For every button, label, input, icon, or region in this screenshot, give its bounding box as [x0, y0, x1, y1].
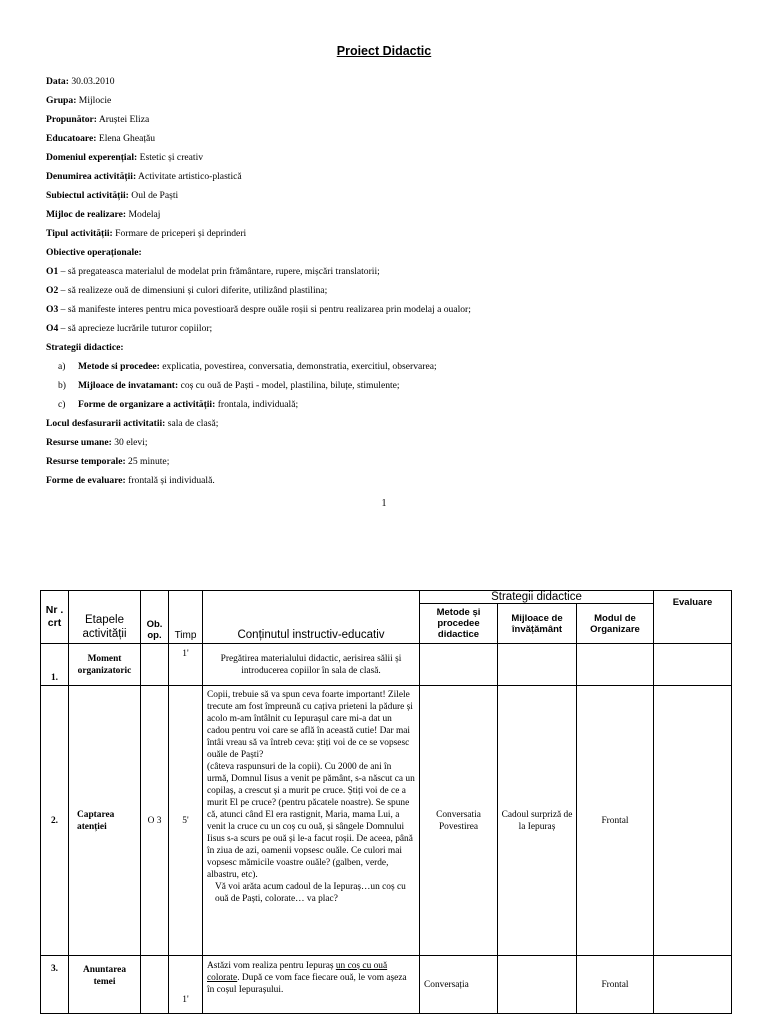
field-label: Locul desfasurarii activitatii: [46, 418, 166, 429]
field-value: 30.03.2010 [68, 76, 115, 87]
field-label: Resurse umane: [46, 437, 112, 448]
field-tip [46, 224, 736, 243]
table-row [41, 644, 732, 686]
strategy-label: Forme de organizare a activității: [78, 399, 216, 410]
row-evaluare [654, 956, 732, 1014]
header-strategii: Strategii didactice [420, 591, 654, 604]
field-label: Data: [46, 76, 69, 87]
field-label: Tipul activității: [46, 228, 113, 239]
row-ob [141, 644, 169, 686]
header-nr: Nr . crt [41, 591, 69, 644]
field-resurse-umane [46, 433, 736, 452]
field-value: frontală și individuală. [125, 475, 215, 486]
row-mijloace: Cadoul surpriză de la Iepuraș [498, 686, 577, 956]
field-label: Propunător: [46, 114, 97, 125]
field-label: Subiectul activității: [46, 190, 129, 201]
field-value: Mijlocie [76, 95, 112, 106]
row-timp: 1' [169, 644, 203, 686]
strategy-text: explicatia, povestirea, conversatia, demonstratia, exercitiul, observarea; [159, 361, 437, 372]
row-mijloace [498, 956, 577, 1014]
row-continut: Pregătirea materialului didactic, aerisirea sălii și introducerea copiilor în sala de clasă. [203, 644, 420, 686]
row-timp: 5' [169, 686, 203, 956]
row-timp: 1' [169, 956, 203, 1014]
header-timp: Timp [169, 591, 203, 644]
strategy-text: frontala, individuală; [215, 399, 299, 410]
table-row [41, 686, 732, 956]
field-value: Formare de priceperi și deprinderi [112, 228, 247, 239]
row-mijloace [498, 644, 577, 686]
field-label: Educatoare: [46, 133, 97, 144]
header-evaluare: Evaluare [654, 591, 732, 644]
row-etapa: Moment organizatoric [69, 644, 141, 686]
content-paragraph: Vă voi arăta acum cadoul de la Iepuraș…un coș cu ouă de Paști, colorate… va plac? [215, 882, 406, 904]
strategy-item [46, 395, 736, 414]
row-etapa: Anuntarea temei [69, 956, 141, 1014]
row-ob [141, 956, 169, 1014]
field-forme-evaluare [46, 471, 736, 490]
row-modul: Frontal [577, 956, 654, 1014]
objective-item [46, 319, 736, 338]
content-text: . După ce vom face fiecare ouă, le vom așeza în coșul Iepurașului. [207, 973, 407, 995]
row-nr: 1. [41, 644, 69, 686]
objective-item [46, 262, 736, 281]
field-mijloc [46, 205, 736, 224]
objective-code: O4 [46, 323, 59, 334]
field-data [46, 72, 736, 91]
row-nr: 2. [41, 686, 69, 956]
row-modul [577, 644, 654, 686]
content-paragraph: Copii, trebuie să va spun ceva foarte important! Zilele trecute am fost împreună cu cațiva prieteni la pădure și acolo m-am întâlnit cu Iepurașul care mi-a dat un cadou pentru voi care se află în această cutie! Dar mai întâi vreau să va întreb ceva: știți voi de ce se vopsesc ouăle de Paști? [207, 690, 413, 760]
row-evaluare [654, 644, 732, 686]
objective-text: – să aprecieze lucrările tuturor copiilor; [58, 323, 213, 334]
table-row [41, 956, 732, 1014]
field-value: Modelaj [126, 209, 161, 220]
field-value: 25 minute; [125, 456, 170, 467]
page-number: 1 [381, 498, 387, 509]
field-educatoare [46, 129, 736, 148]
list-marker: a) [58, 361, 66, 372]
table-header-row [41, 591, 732, 604]
list-marker: b) [58, 380, 66, 391]
field-label: Domeniul experențial: [46, 152, 138, 163]
field-value: 30 elevi; [111, 437, 148, 448]
objective-text: – să manifeste interes pentru mica povestioară despre ouăle roșii si pentru realizarea prin modelaj a oualor; [58, 304, 471, 315]
field-value: Elena Gheațău [96, 133, 156, 144]
header-modul: Modul de Organizare [577, 604, 654, 644]
lesson-details [46, 72, 736, 490]
objective-item [46, 281, 736, 300]
row-etapa: Captarea atenției [69, 686, 141, 956]
header-metode: Metode și procedee didactice [420, 604, 498, 644]
strategy-label: Mijloace de invatamant: [78, 380, 179, 391]
field-label: Denumirea activității: [46, 171, 137, 182]
field-grupa [46, 91, 736, 110]
content-paragraph: (câteva raspunsuri de la copii). Cu 2000 de ani în urmă, Domnul Iisus a venit pe pământ, s-a născut ca un copilaș, a crescut și a murit pe cruce. Știți voi de ce a murit El pe cruce? (pentru păcatele noastre). Se spune că, atunci când El era rastignit, Maria, mama Lui, a venit la cruce cu un coș cu ouă, și sângele Domnului Iisus s-a scurs pe ouă și le-a facut roșii. De aceea, până în ziua de azi, oamenii vopsesc ouăle. Ce culori mai vopsesc mămicile voastre ouăle? (galben, verde, albastru, etc). [207, 762, 415, 880]
row-continut [203, 686, 420, 956]
field-label: Resurse temporale: [46, 456, 126, 467]
objective-text: – să realizeze ouă de dimensiuni și culori diferite, utilizând plastilina; [58, 285, 328, 296]
field-value: Oul de Paști [128, 190, 179, 201]
field-label: Mijloc de realizare: [46, 209, 127, 220]
field-label: Grupa: [46, 95, 77, 106]
row-metode [420, 644, 498, 686]
row-ob: O 3 [141, 686, 169, 956]
header-ob: Ob. op. [141, 591, 169, 644]
row-continut [203, 956, 420, 1014]
header-mijloace: Mijloace de învățământ [498, 604, 577, 644]
row-modul: Frontal [577, 686, 654, 956]
list-marker: c) [58, 399, 66, 410]
objective-code: O1 [46, 266, 59, 277]
field-resurse-temporale [46, 452, 736, 471]
row-metode: Conversația [420, 956, 498, 1014]
strategy-label: Metode si procedee: [78, 361, 160, 372]
objective-item [46, 300, 736, 319]
strategy-item [46, 376, 736, 395]
field-value: sala de clasă; [165, 418, 219, 429]
objective-code: O2 [46, 285, 59, 296]
strategies-heading: Strategii didactice: [46, 342, 124, 353]
field-label: Forme de evaluare: [46, 475, 126, 486]
objectives-heading: Obiective operaționale: [46, 247, 142, 258]
objective-text: – să pregateasca materialul de modelat prin frământare, rupere, mișcări translatorii; [58, 266, 380, 277]
page-title: Proiect Didactic [336, 44, 432, 58]
field-denumire [46, 167, 736, 186]
lesson-plan-table [40, 590, 732, 1014]
field-value: Aruștei Eliza [97, 114, 150, 125]
strategy-item [46, 357, 736, 376]
content-text: Astăzi vom realiza pentru Iepuraș [207, 961, 336, 971]
header-etape: Etapele activității [69, 591, 141, 644]
strategy-text: coș cu ouă de Paști - model, plastilina, biluțe, stimulente; [178, 380, 400, 391]
row-nr: 3. [41, 956, 69, 1014]
row-metode: Conversatia Povestirea [420, 686, 498, 956]
header-continut: Conținutul instructiv-educativ [203, 591, 420, 644]
field-propunator [46, 110, 736, 129]
field-domeniu [46, 148, 736, 167]
field-value: Estetic și creativ [137, 152, 204, 163]
field-subiect [46, 186, 736, 205]
objective-code: O3 [46, 304, 59, 315]
row-evaluare [654, 686, 732, 956]
content-underlined-text: un coș cu ouă colorate [207, 961, 388, 983]
field-locul [46, 414, 736, 433]
field-value: Activitate artistico-plastică [136, 171, 242, 182]
